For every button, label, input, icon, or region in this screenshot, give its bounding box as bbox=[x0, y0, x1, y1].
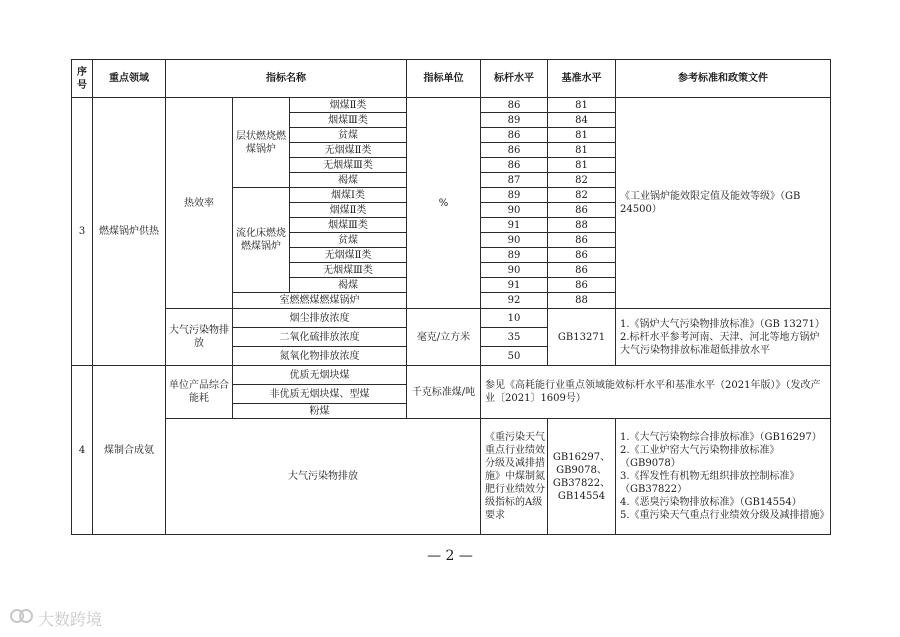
base-value: 82 bbox=[548, 188, 616, 203]
header-area: 重点领域 bbox=[93, 60, 166, 98]
fuel-type: 褐煤 bbox=[290, 173, 407, 188]
seq-3: 3 bbox=[72, 98, 93, 366]
bench-value: 86 bbox=[481, 98, 548, 113]
fuel-type: 烟煤Ⅱ类 bbox=[290, 203, 407, 218]
coal-type: 粉煤 bbox=[233, 404, 407, 419]
bench-value: 89 bbox=[481, 248, 548, 263]
chamber-boiler-label: 室燃燃煤燃煤锅炉 bbox=[233, 293, 407, 309]
base-value: 86 bbox=[548, 203, 616, 218]
table-row bbox=[72, 309, 831, 328]
fuel-type: 无烟煤Ⅱ类 bbox=[290, 248, 407, 263]
header-ref: 参考标准和政策文件 bbox=[616, 60, 831, 98]
layered-boiler-label: 层状燃烧燃煤锅炉 bbox=[233, 98, 290, 188]
watermark bbox=[10, 606, 102, 630]
bench-value: 86 bbox=[481, 143, 548, 158]
bench-value: 89 bbox=[481, 188, 548, 203]
heat-efficiency-label: 热效率 bbox=[166, 98, 233, 309]
area-coal-boiler: 燃煤锅炉供热 bbox=[93, 98, 166, 366]
pollutant-name: 氮氧化物排放浓度 bbox=[233, 347, 407, 366]
fuel-type: 烟煤Ⅱ类 bbox=[290, 98, 407, 113]
bench-value: 50 bbox=[481, 347, 548, 366]
seq-4: 4 bbox=[72, 366, 93, 535]
header-bench: 标杆水平 bbox=[481, 60, 548, 98]
energy-reference: 参见《高耗能行业重点领域能效标杆水平和基准水平（2021年版）》（发改产业〔2021〕1609号） bbox=[481, 366, 831, 419]
ammonia-air-reference: 1.《大气污染物综合排放标准》（GB16297） 2.《工业炉窑大气污染物排放标准》（GB9078） 3.《挥发性有机物无组织排放控制标准》（GB37822） 4.《恶臭污染物排放标准》（GB14554） 5.《重污染天气重点行业绩效分级及减排措施》 bbox=[616, 419, 831, 535]
energy-label: 单位产品综合能耗 bbox=[166, 366, 233, 419]
base-value: 86 bbox=[548, 278, 616, 293]
fuel-type: 烟煤Ⅲ类 bbox=[290, 218, 407, 233]
bench-value: 87 bbox=[481, 173, 548, 188]
table-row bbox=[72, 366, 831, 385]
fuel-type: 无烟煤Ⅲ类 bbox=[290, 158, 407, 173]
bench-value: 91 bbox=[481, 278, 548, 293]
fuel-type: 无烟煤Ⅱ类 bbox=[290, 143, 407, 158]
bench-value: 92 bbox=[481, 293, 548, 309]
table-row bbox=[72, 419, 831, 535]
watermark-text: 大数跨境 bbox=[38, 609, 103, 629]
pollutant-name: 烟尘排放浓度 bbox=[233, 309, 407, 328]
coal-type: 非优质无烟块煤、型煤 bbox=[233, 385, 407, 404]
pollutant-name: 二氧化硫排放浓度 bbox=[233, 328, 407, 347]
base-value: 81 bbox=[548, 98, 616, 113]
base-value: 81 bbox=[548, 158, 616, 173]
ammonia-air-label: 大气污染物排放 bbox=[166, 419, 481, 535]
base-value: 88 bbox=[548, 218, 616, 233]
base-value: 88 bbox=[548, 293, 616, 309]
watermark-logo-icon bbox=[10, 606, 34, 630]
table-row bbox=[72, 98, 831, 113]
air-base-standard: GB13271 bbox=[548, 309, 616, 366]
bench-value: 90 bbox=[481, 263, 548, 278]
energy-unit: 千克标准煤/吨 bbox=[407, 366, 481, 419]
bench-value: 89 bbox=[481, 113, 548, 128]
header-base: 基准水平 bbox=[548, 60, 616, 98]
fuel-type: 贫煤 bbox=[290, 233, 407, 248]
base-value: 84 bbox=[548, 113, 616, 128]
fuel-type: 烟煤Ⅰ类 bbox=[290, 188, 407, 203]
air-reference: 1.《锅炉大气污染物排放标准》（GB 13271） 2.标杆水平参考河南、天津、河北等地方锅炉大气污染物排放标准超低排放水平 bbox=[616, 309, 831, 366]
bench-value: 91 bbox=[481, 218, 548, 233]
heat-reference: 《工业锅炉能效限定值及能效等级》（GB 24500） bbox=[616, 98, 831, 309]
base-value: 86 bbox=[548, 248, 616, 263]
air-unit: 毫克/立方米 bbox=[407, 309, 481, 366]
bench-value: 90 bbox=[481, 203, 548, 218]
fluid-boiler-label: 流化床燃烧燃煤锅炉 bbox=[233, 188, 290, 293]
header-seq: 序号 bbox=[72, 60, 93, 98]
standards-table bbox=[71, 59, 831, 535]
ammonia-air-bench: 《重污染天气重点行业绩效分级及减排措施》中煤制氮肥行业绩效分级指标的A级要求 bbox=[481, 419, 548, 535]
bench-value: 86 bbox=[481, 128, 548, 143]
base-value: 82 bbox=[548, 173, 616, 188]
base-value: 81 bbox=[548, 143, 616, 158]
air-pollutant-label: 大气污染物排放 bbox=[166, 309, 233, 366]
header-unit: 指标单位 bbox=[407, 60, 481, 98]
ammonia-air-base: GB16297、GB9078、GB37822、GB14554 bbox=[548, 419, 616, 535]
fuel-type: 贫煤 bbox=[290, 128, 407, 143]
bench-value: 86 bbox=[481, 158, 548, 173]
coal-type: 优质无烟块煤 bbox=[233, 366, 407, 385]
bench-value: 90 bbox=[481, 233, 548, 248]
fuel-type: 褐煤 bbox=[290, 278, 407, 293]
header-row bbox=[72, 60, 831, 98]
base-value: 86 bbox=[548, 233, 616, 248]
header-name: 指标名称 bbox=[166, 60, 407, 98]
heat-unit: % bbox=[407, 98, 481, 309]
base-value: 86 bbox=[548, 263, 616, 278]
base-value: 81 bbox=[548, 128, 616, 143]
fuel-type: 无烟煤Ⅲ类 bbox=[290, 263, 407, 278]
bench-value: 35 bbox=[481, 328, 548, 347]
fuel-type: 烟煤Ⅲ类 bbox=[290, 113, 407, 128]
bench-value: 10 bbox=[481, 309, 548, 328]
area-ammonia: 煤制合成氨 bbox=[93, 366, 166, 535]
page-number: — 2 — bbox=[427, 548, 473, 564]
